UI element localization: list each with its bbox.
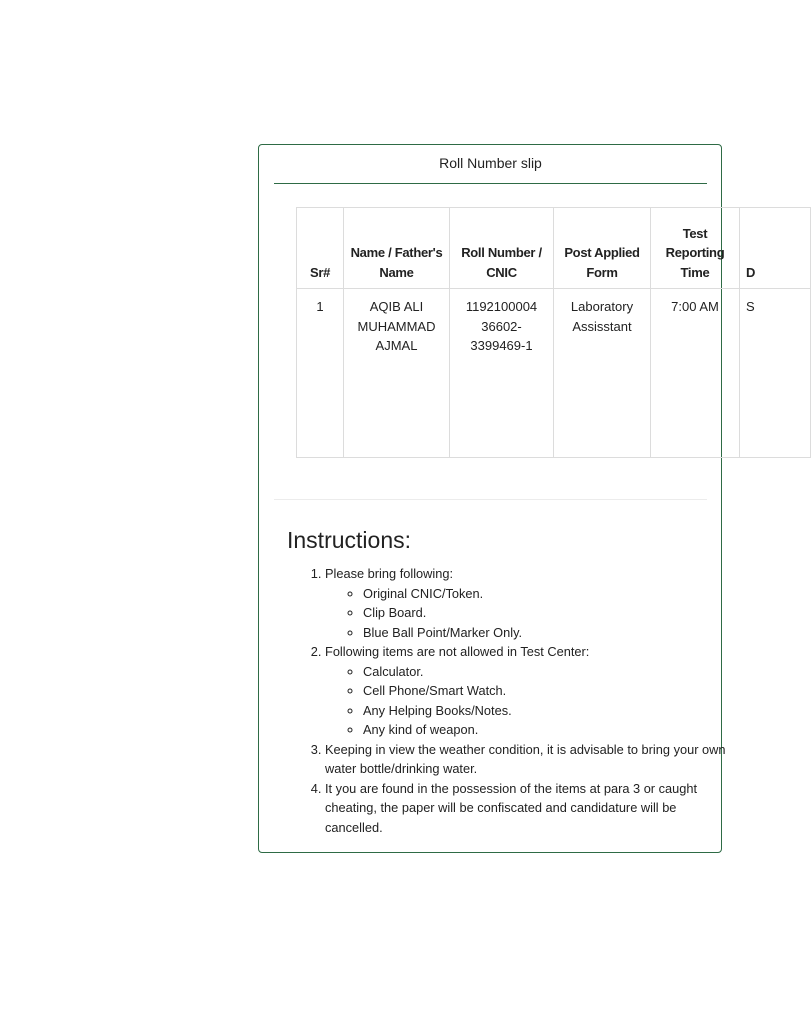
candidate-name: AQIB ALI: [369, 299, 424, 314]
father-name: MUHAMMAD AJMAL: [357, 318, 436, 353]
cell-sr: 1: [297, 289, 344, 458]
instruction-text: Please bring following:: [325, 566, 454, 581]
cell-roll-number: [450, 289, 554, 458]
instructions-title: Instructions:: [287, 527, 411, 553]
instruction-item: [325, 564, 735, 642]
instruction-item: [325, 779, 735, 838]
header-roll-number: Roll Number / CNIC: [450, 208, 554, 289]
header-post: Post Applied Form: [554, 208, 651, 289]
cell-reporting-time: 7:00 AM: [651, 289, 740, 458]
section-divider: [274, 499, 707, 500]
header-name: Name / Father's Name: [344, 208, 450, 289]
instruction-text: Following items are not allowed in Test Center:: [325, 644, 590, 659]
instruction-subitem: ◦ Clip Board.: [363, 603, 735, 623]
instructions-list: [287, 564, 735, 837]
instruction-subitem: ◦ Blue Ball Point/Marker Only.: [363, 623, 735, 643]
instruction-subitem: ◦ Cell Phone/Smart Watch.: [363, 681, 735, 701]
cell-partial: S: [740, 289, 811, 458]
instruction-sublist: [325, 662, 735, 740]
cnic: 36602-3399469-1: [470, 318, 533, 353]
instruction-sublist: [325, 584, 735, 643]
table-header-row: [297, 208, 811, 289]
instruction-subitem: ◦ Calculator.: [363, 662, 735, 682]
slip-table: [296, 207, 811, 458]
header-sr: Sr#: [297, 208, 344, 289]
instruction-item: [325, 740, 735, 779]
instruction-subitem: ◦ Any kind of weapon.: [363, 720, 735, 740]
slip-table-scroll[interactable]: [296, 207, 756, 455]
header-partial: D: [740, 208, 811, 289]
cell-post: Laboratory Assisstant: [554, 289, 651, 458]
header-reporting-time: Test Reporting Time: [651, 208, 740, 289]
roll-number-slip-card: [258, 144, 756, 853]
table-row: [297, 289, 811, 458]
instruction-item: [325, 642, 735, 740]
cell-name: [344, 289, 450, 458]
instruction-text: Keeping in view the weather condition, it is advisable to bring your own water bottle/drinking water.: [325, 741, 726, 776]
instruction-subitem: ◦ Any Helping Books/Notes.: [363, 701, 735, 721]
roll-number: 1192100004: [465, 299, 538, 314]
instruction-subitem: ◦ Original CNIC/Token.: [363, 584, 735, 604]
instruction-text: It you are found in the possession of the items at para 3 or caught cheating, the paper will be confiscated and candidature will be cancelled.: [325, 780, 698, 835]
slip-title: Roll Number slip: [274, 145, 707, 184]
